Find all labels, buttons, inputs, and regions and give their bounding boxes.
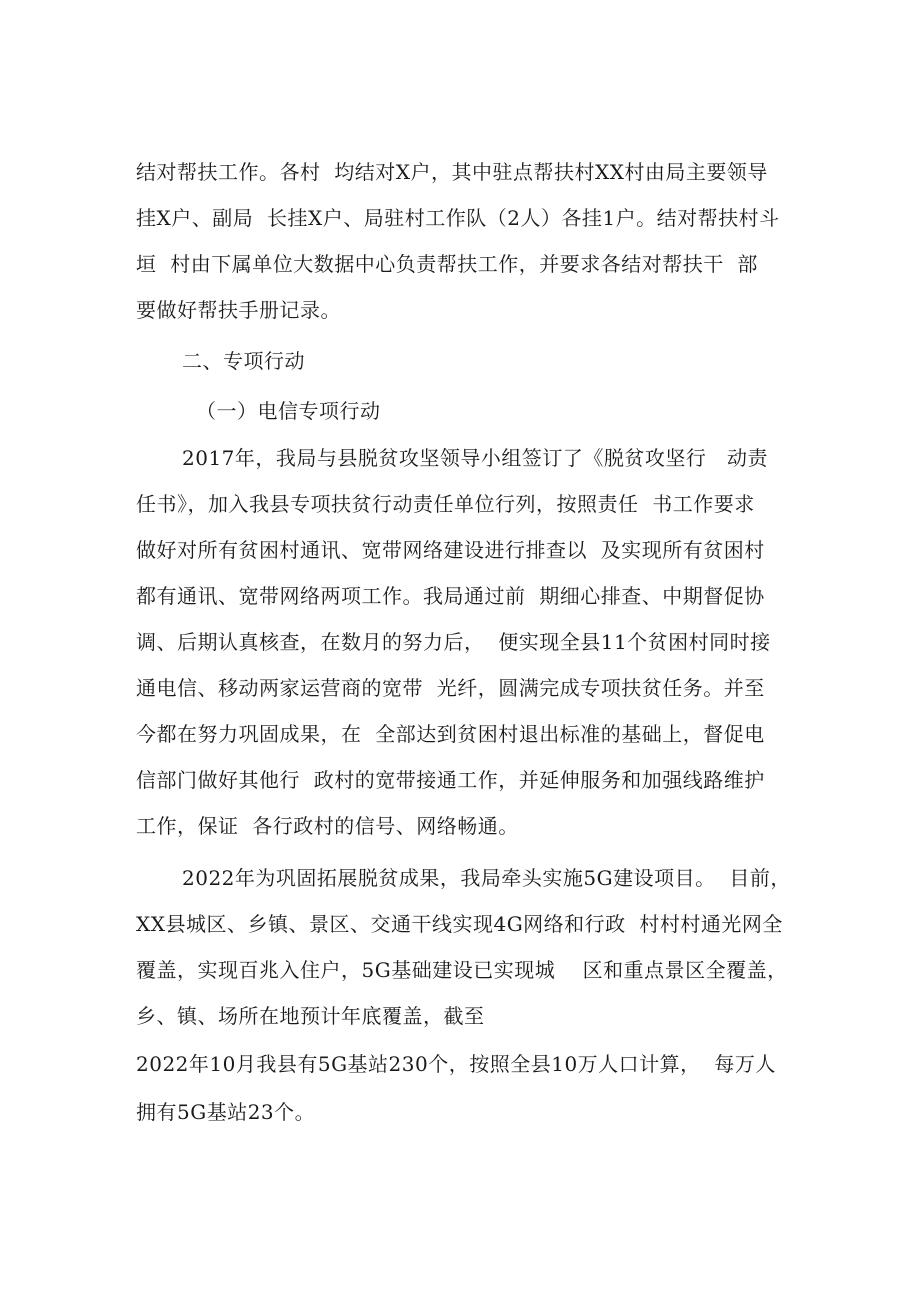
text-line: 工作，保证 各行政村的信号、网络畅通。 <box>136 814 519 838</box>
text-line: 要做好帮扶手册记录。 <box>136 298 341 322</box>
text-line: 拥有5G基站23个。 <box>136 1100 316 1124</box>
text-line: 挂X户、副局 长挂X户、局驻村工作队（2人）各挂1户。结对帮扶村斗 <box>136 206 780 230</box>
text-line: 都有通讯、宽带网络两项工作。我局通过前 期细心排查、中期督促协 <box>136 584 765 608</box>
section-heading: 二、专项行动 <box>182 349 305 373</box>
text-line: 调、后期认真核查，在数月的努力后， 便实现全县11个贫困村同时接 <box>136 630 771 654</box>
text-line: 任书》，加入我县专项扶贫行动责任单位行列，按照责任 书工作要求 <box>136 492 755 516</box>
text-line: 做好对所有贫困村通讯、宽带网络建设进行排查以 及实现所有贫困村 <box>136 538 765 562</box>
text-line: 覆盖，实现百兆入住户，5G基础建设已实现城 区和重点景区全覆盖， <box>136 958 788 982</box>
text-line: 2017年，我局与县脱贫攻坚领导小组签订了《脱贫攻坚行 动责 <box>182 446 768 470</box>
text-line: 信部门做好其他行 政村的宽带接通工作，并延伸服务和加强线路维护 <box>136 768 765 792</box>
text-line: 2022年为巩固拓展脱贫成果，我局牵头实施5G建设项目。 目前， <box>182 866 791 890</box>
text-line: 结对帮扶工作。各村 均结对X户，其中驻点帮扶村XX村由局主要领导 <box>136 160 768 184</box>
text-line: 今都在努力巩固成果，在 全部达到贫困村退出标准的基础上，督促电 <box>136 722 765 746</box>
text-line: 2022年10月我县有5G基站230个，按照全县10万人口计算， 每万人 <box>136 1052 776 1076</box>
subsection-heading: （一）电信专项行动 <box>196 399 381 423</box>
text-line: 乡、镇、场所在地预计年底覆盖，截至 <box>136 1004 485 1028</box>
text-line: 通电信、移动两家运营商的宽带 光纤，圆满完成专项扶贫任务。并至 <box>136 676 765 700</box>
text-line: XX县城区、乡镇、景区、交通干线实现4G网络和行政 村村村通光网全 <box>136 912 783 936</box>
text-line: 垣 村由下属单位大数据中心负责帮扶工作，并要求各结对帮扶干 部 <box>136 252 758 276</box>
